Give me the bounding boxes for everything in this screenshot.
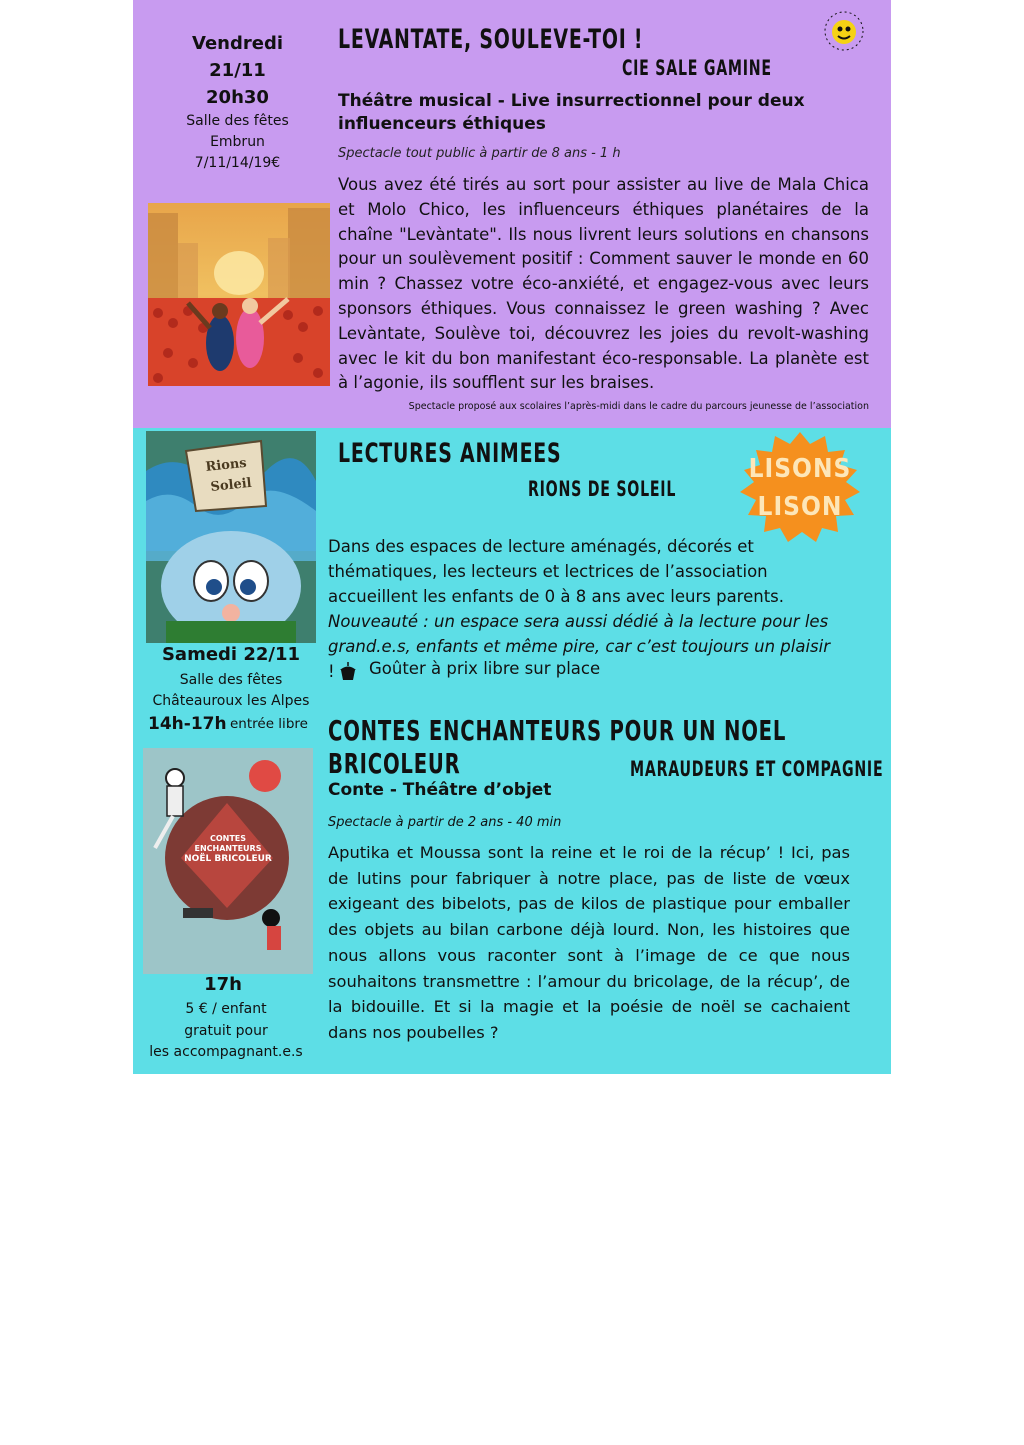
event3-free-line2: les accompagnant.e.s <box>149 1044 303 1060</box>
event1-genre: Théâtre musical - Live insurrectionnel pour deux influenceurs éthiques <box>338 91 805 134</box>
event1-info <box>150 30 325 174</box>
poster-line2: ENCHANTEURS <box>194 844 262 853</box>
poster-line3: NOËL BRICOLEUR <box>184 854 272 864</box>
event2-company: RIONS DE SOLEIL <box>528 477 677 501</box>
event1-town: Embrun <box>210 134 265 150</box>
event2-day-date: Samedi 22/11 <box>161 644 301 665</box>
levantate-image <box>148 203 330 386</box>
event2-description: Dans des espaces de lecture aménagés, décorés et thématiques, les lecteurs et lectrices de l’association accueillent les enfants de 0 à 8 ans avec leurs parents. <box>328 537 785 606</box>
event3-price: 5 € / enfant <box>185 1001 267 1017</box>
event3-title: CONTES ENCHANTEURS POUR UN NOEL BRICOLEUR <box>328 714 787 780</box>
event3-description: Aputika et Moussa sont la reine et le roi de la récup’ ! Ici, pas de lutins pour fabriquer à notre place, pas de liste de vœux exigeant des bibelots, pas de kilos de plastique pour emballer des objets au bilan carbone déjà lourd. Non, les histoires que nous allons vous raconter sont à l’image de ce que nous souhaitons transmettre : l’amour du bricolage, de la récup’, de la bidouille. Et si la magie et la poésie de noël se cachaient dans nos poubelles ? <box>328 843 850 1042</box>
badge-line2: LISON <box>757 492 843 522</box>
svg-text:Rions: Rions <box>204 455 248 475</box>
poster-line1: CONTES <box>209 834 247 843</box>
event3-time: 17h <box>204 974 242 995</box>
event3-company: MARAUDEURS ET COMPAGNIE <box>630 757 884 781</box>
event2-novelty-end: ! <box>328 662 335 681</box>
event1-date: 21/11 <box>209 60 266 81</box>
event2-hours: 14h-17h <box>148 714 227 734</box>
event2-novelty: Nouveauté : un espace sera aussi dédié à la lecture pour les grand.e.s, enfants et même pire, car c’est toujours un plaisir <box>328 612 831 656</box>
event3-audience: Spectacle à partir de 2 ans - 40 min <box>328 815 562 830</box>
event2-town: Châteauroux les Alpes <box>152 693 310 709</box>
event3-genre: Conte - Théâtre d’objet <box>328 780 552 800</box>
event1-title: LEVANTATE, SOULEVE-TOI ! <box>338 24 644 55</box>
event1-company: CIE SALE GAMINE <box>622 56 772 80</box>
event1-audience: Spectacle tout public à partir de 8 ans - 1 h <box>338 146 621 161</box>
festival-logo <box>818 8 870 54</box>
event2-snack: Goûter à prix libre sur place <box>369 659 601 678</box>
event2-title: LECTURES ANIMEES <box>338 438 562 469</box>
contes-enchanteurs-poster <box>143 748 313 974</box>
event1-day: Vendredi <box>192 33 283 54</box>
event1-note: Spectacle proposé aux scolaires l’après-midi dans le cadre du parcours jeunesse de l’association <box>408 401 869 412</box>
event1-time: 20h30 <box>206 87 269 108</box>
event3-free-line1: gratuit pour <box>184 1023 268 1039</box>
cake-icon <box>338 660 358 682</box>
event2-venue: Salle des fêtes <box>179 672 283 688</box>
lisons-lison-badge <box>730 430 870 545</box>
event1-venue: Salle des fêtes <box>186 113 289 129</box>
event1-prices: 7/11/14/19€ <box>194 155 281 171</box>
badge-line1: LISONS <box>748 454 852 484</box>
event2-entry: entrée libre <box>230 716 308 732</box>
rions-de-soleil-image <box>146 431 316 643</box>
event1-description: Vous avez été tirés au sort pour assister au live de Mala Chica et Molo Chico, les influenceurs éthiques planétaires de la chaîne "Levàntate". Ils nous livrent leurs solutions en chansons pour un soulèvement positif : Comment sauver le monde en 60 min ? Chassez votre éco-anxiété, et engagez-vous avec leurs sponsors éthiques. Vous connaissez le green washing ? Avec Levàntate, Soulève toi, découvrez les joies du revolt-washing avec le kit du bon manifestant éco-responsable. La planète est à l’agonie, ils soufflent sur les braises. <box>338 175 869 393</box>
svg-text:Soleil: Soleil <box>209 475 253 495</box>
